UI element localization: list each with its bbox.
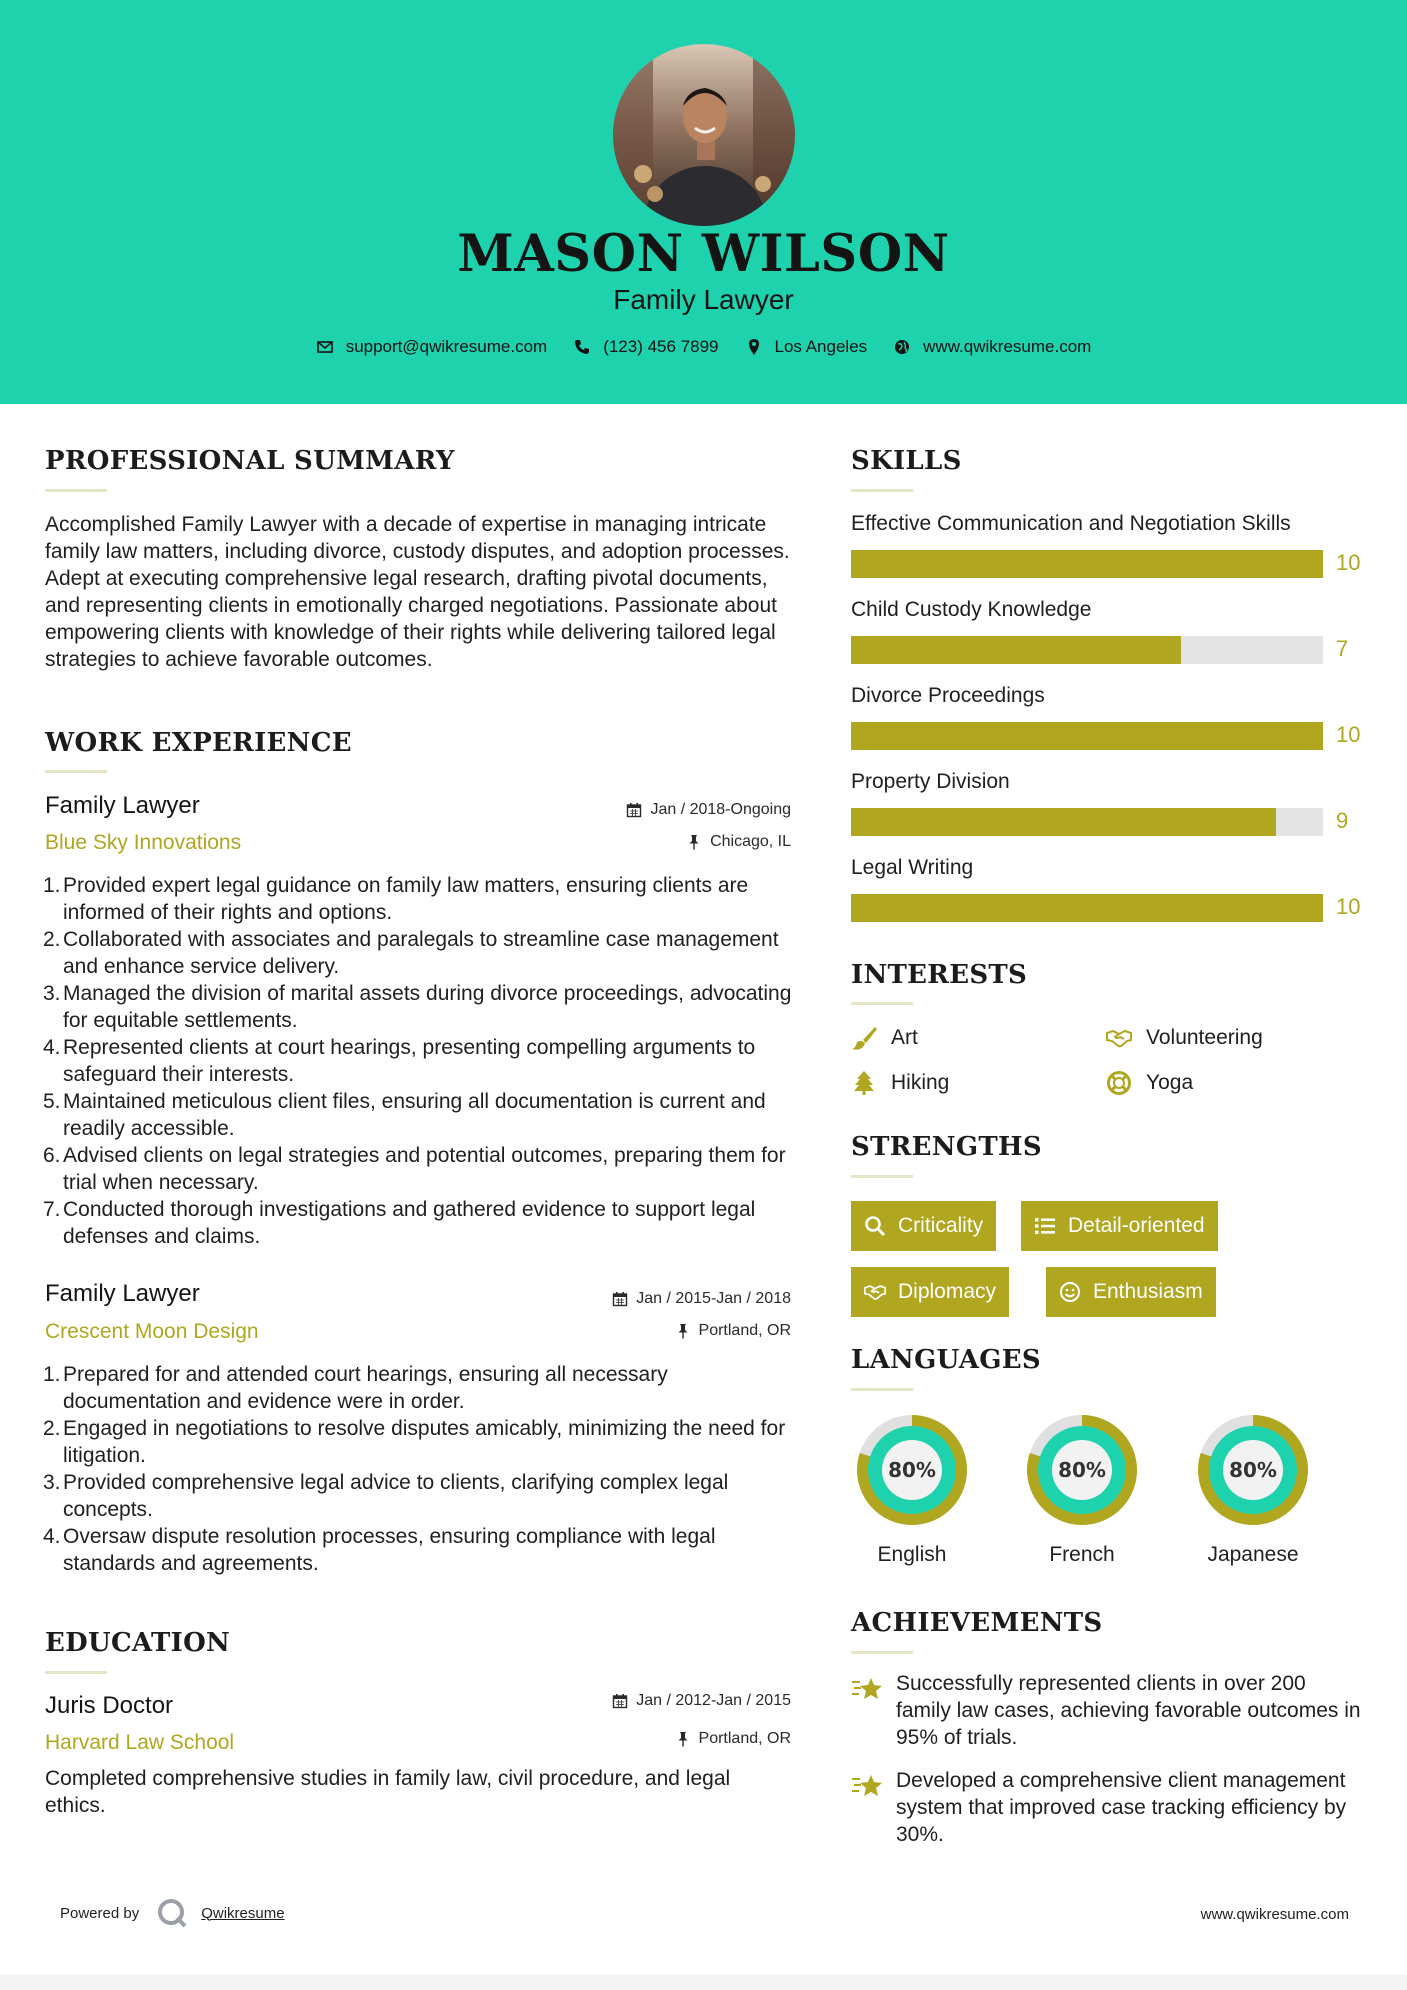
contact-email[interactable]	[316, 337, 548, 357]
job-1-duty-7: Conducted thorough investigations and gathered evidence to support legal defenses and claims.	[63, 1198, 756, 1248]
profile-photo	[613, 44, 795, 226]
pushpin-icon	[675, 1731, 691, 1747]
job-2-date-text: Jan / 2015-Jan / 2018	[636, 1290, 791, 1307]
skill-bar-fill	[851, 636, 1181, 664]
globe-icon	[893, 338, 911, 356]
list-item: 1. Provided expert legal guidance on family law matters, ensuring clients are informed of their rights and options.	[43, 874, 749, 924]
contact-phone[interactable]	[573, 337, 718, 357]
map-pin-icon	[745, 338, 763, 356]
pushpin-icon	[675, 1323, 691, 1339]
strength-diplomacy-label: Diplomacy	[898, 1280, 997, 1303]
job-1-duty-3: Managed the division of marital assets during divorce proceedings, advocating for equitable settlements.	[63, 982, 792, 1032]
education-degree: Juris Doctor	[45, 1692, 174, 1719]
languages-rule	[851, 1388, 913, 1391]
language-percent: 80%	[1229, 1458, 1277, 1482]
job-1-duties	[45, 872, 805, 1250]
skills-heading: SKILLS	[851, 446, 962, 476]
candidate-title: Family Lawyer	[613, 284, 794, 315]
list-item: 1. Prepared for and attended court hearings, ensuring all necessary documentation and evidence were in order.	[43, 1363, 668, 1413]
skill-label: Legal Writing	[851, 856, 974, 879]
languages-heading: LANGUAGES	[851, 1345, 1041, 1375]
footer-powered-by	[60, 1896, 285, 1930]
contact-bar	[0, 337, 1407, 357]
interest-hiking	[851, 1070, 949, 1096]
skill-bar-track	[851, 722, 1323, 750]
interest-art	[851, 1025, 918, 1051]
strength-tag-detail-oriented	[1021, 1201, 1218, 1251]
summary-rule	[45, 489, 107, 492]
skill-label: Child Custody Knowledge	[851, 598, 1092, 621]
language-english	[851, 1409, 973, 1566]
interest-volunteering-label: Volunteering	[1146, 1026, 1263, 1049]
interests-heading: INTERESTS	[851, 960, 1028, 990]
skill-bar-fill	[851, 550, 1323, 578]
calendar-icon	[626, 802, 642, 818]
skill-bar-fill	[851, 894, 1323, 922]
search-icon	[864, 1215, 886, 1237]
job-2-duty-3: Provided comprehensive legal advice to clients, clarifying complex legal concepts.	[63, 1471, 729, 1521]
tree-icon	[851, 1070, 877, 1096]
job-2-duty-2: Engaged in negotiations to resolve disputes amicably, minimizing the need for litigation.	[63, 1417, 786, 1467]
job-1-duty-5: Maintained meticulous client files, ensuring all documentation is current and readily accessible.	[63, 1090, 766, 1140]
skill-value: 10	[1336, 550, 1361, 575]
shooting-star-icon	[851, 1769, 885, 1801]
skill-bar-fill	[851, 808, 1276, 836]
job-1-duty-1: Provided expert legal guidance on family law matters, ensuring clients are informed of their rights and options.	[63, 874, 749, 924]
language-name: English	[877, 1543, 947, 1566]
skill-bar-track	[851, 894, 1323, 922]
education-date	[612, 1692, 791, 1710]
calendar-icon	[612, 1291, 628, 1307]
job-2-duty-4: Oversaw dispute resolution processes, ensuring compliance with legal standards and agreements.	[63, 1525, 716, 1575]
education-location	[675, 1730, 791, 1748]
strengths-heading: STRENGTHS	[851, 1132, 1042, 1162]
list-item: 3. Provided comprehensive legal advice to clients, clarifying complex legal concepts.	[43, 1471, 729, 1521]
job-1-duty-6: Advised clients on legal strategies and potential outcomes, preparing them for trial when necessary.	[63, 1144, 786, 1194]
contact-location-text: Los Angeles	[774, 337, 868, 356]
handshake-icon	[1106, 1025, 1132, 1051]
language-percent: 80%	[888, 1458, 936, 1482]
interest-hiking-label: Hiking	[891, 1071, 950, 1094]
smile-icon	[1059, 1281, 1081, 1303]
list-item: 7. Conducted thorough investigations and gathered evidence to support legal defenses and claims.	[43, 1198, 756, 1248]
skill-label: Divorce Proceedings	[851, 684, 1045, 707]
job-1-company: Blue Sky Innovations	[45, 831, 242, 854]
education-heading: EDUCATION	[45, 1628, 231, 1658]
job-2-location	[675, 1322, 791, 1340]
skill-bar-track	[851, 636, 1323, 664]
job-2-title: Family Lawyer	[45, 1280, 200, 1307]
contact-website[interactable]	[893, 337, 1091, 357]
education-school: Harvard Law School	[45, 1731, 235, 1754]
job-1-location-text: Chicago, IL	[710, 833, 791, 850]
skill-value: 10	[1336, 722, 1361, 747]
language-japanese	[1192, 1409, 1314, 1566]
list-item: 3. Managed the division of marital assets during divorce proceedings, advocating for equitable settlements.	[43, 982, 792, 1032]
job-2-duties	[45, 1361, 805, 1577]
job-2-location-text: Portland, OR	[698, 1322, 791, 1339]
skill-bar-track	[851, 808, 1323, 836]
strength-tag-enthusiasm	[1046, 1267, 1216, 1317]
strength-detail-oriented-label: Detail-oriented	[1068, 1214, 1205, 1237]
language-percent: 80%	[1058, 1458, 1106, 1482]
job-1-date-text: Jan / 2018-Ongoing	[650, 801, 791, 818]
skills-rule	[851, 489, 913, 492]
contact-location	[745, 337, 868, 357]
strength-tag-criticality	[851, 1201, 996, 1251]
skill-label: Property Division	[851, 770, 1010, 793]
shooting-star-icon	[851, 1672, 885, 1704]
strength-tag-diplomacy	[851, 1267, 1009, 1317]
language-name: French	[1049, 1543, 1115, 1566]
skill-bar-track	[851, 550, 1323, 578]
interests-rule	[851, 1002, 913, 1005]
education-location-text: Portland, OR	[698, 1730, 791, 1747]
education-rule	[45, 1671, 107, 1674]
calendar-icon	[612, 1693, 628, 1709]
candidate-name: MASON WILSON	[457, 224, 950, 284]
pushpin-icon	[686, 834, 702, 850]
skill-value: 10	[1336, 894, 1361, 919]
strength-criticality-label: Criticality	[898, 1214, 984, 1237]
interest-yoga	[1106, 1070, 1193, 1096]
experience-rule	[45, 770, 107, 773]
education-description: Completed comprehensive studies in family law, civil procedure, and legal ethics.	[45, 1767, 731, 1817]
envelope-icon	[316, 338, 334, 356]
list-item: 4. Oversaw dispute resolution processes, ensuring compliance with legal standards and agreements.	[43, 1525, 716, 1575]
job-1-duty-4: Represented clients at court hearings, presenting compelling arguments to safeguard their interests.	[63, 1036, 756, 1086]
skill-value: 9	[1336, 808, 1349, 833]
job-1-title: Family Lawyer	[45, 792, 200, 819]
interest-yoga-label: Yoga	[1146, 1071, 1194, 1094]
skill-bar-fill	[851, 722, 1323, 750]
achievements-rule	[851, 1651, 913, 1654]
job-1-date	[626, 801, 791, 819]
job-2-company: Crescent Moon Design	[45, 1320, 259, 1343]
footer-powered-label: Powered by	[60, 1904, 140, 1922]
list-item: 2. Collaborated with associates and paralegals to streamline case management and enhance service delivery.	[43, 928, 779, 978]
phone-icon	[573, 338, 591, 356]
list-item: 2. Engaged in negotiations to resolve disputes amicably, minimizing the need for litigation.	[43, 1417, 786, 1467]
achievement-text-2: Developed a comprehensive client management system that improved case tracking efficiency by 30%.	[896, 1769, 1347, 1846]
strength-enthusiasm-label: Enthusiasm	[1093, 1280, 1203, 1303]
handshake-icon	[864, 1281, 886, 1303]
job-2-duty-1: Prepared for and attended court hearings, ensuring all necessary documentation and evidence were in order.	[63, 1363, 668, 1413]
contact-website-text: www.qwikresume.com	[923, 337, 1092, 356]
interest-art-label: Art	[891, 1026, 918, 1049]
lifebuoy-icon	[1106, 1070, 1132, 1096]
summary-text: Accomplished Family Lawyer with a decade of expertise in managing intricate family law matters, including divorce, custody disputes, and adoption processes. Adept at executing comprehensive legal research, drafting pivotal documents, and representing clients in emotionally charged negotiations. Passionate about empowering clients with knowledge of their rights while delivering tailored legal strategies to achieve favorable outcomes.	[45, 513, 790, 671]
interest-volunteering	[1106, 1025, 1263, 1051]
strengths-rule	[851, 1175, 913, 1178]
list-item: 4. Represented clients at court hearings, presenting compelling arguments to safeguard their interests.	[43, 1036, 756, 1086]
skill-label: Effective Communication and Negotiation Skills	[851, 512, 1291, 535]
list-icon	[1034, 1215, 1056, 1237]
experience-heading: WORK EXPERIENCE	[45, 728, 352, 758]
language-french	[1021, 1409, 1143, 1566]
summary-heading: PROFESSIONAL SUMMARY	[45, 446, 455, 476]
job-1-duty-2: Collaborated with associates and paralegals to streamline case management and enhance service delivery.	[63, 928, 779, 978]
contact-email-text: support@qwikresume.com	[345, 337, 548, 356]
skill-value: 7	[1336, 636, 1349, 661]
education-date-text: Jan / 2012-Jan / 2015	[636, 1692, 791, 1709]
list-item: 5. Maintained meticulous client files, ensuring all documentation is current and readily accessible.	[43, 1090, 766, 1140]
contact-phone-text: (123) 456 7899	[603, 337, 719, 356]
language-name: Japanese	[1207, 1543, 1299, 1566]
job-2-date	[612, 1290, 791, 1308]
header-banner	[0, 0, 1407, 404]
footer-brand-link[interactable]: Qwikresume	[201, 1904, 285, 1922]
job-1-location	[686, 833, 791, 851]
footer-website[interactable]: www.qwikresume.com	[1200, 1906, 1349, 1923]
achievement-text-1: Successfully represented clients in over 200 family law cases, achieving favorable outcomes in 95% of trials.	[896, 1672, 1361, 1749]
achievements-heading: ACHIEVEMENTS	[851, 1608, 1103, 1638]
list-item: 6. Advised clients on legal strategies and potential outcomes, preparing them for trial when necessary.	[43, 1144, 786, 1194]
qwikresume-logo-icon	[155, 1896, 189, 1930]
footer-strip	[0, 1975, 1407, 1990]
paintbrush-icon	[851, 1025, 877, 1051]
